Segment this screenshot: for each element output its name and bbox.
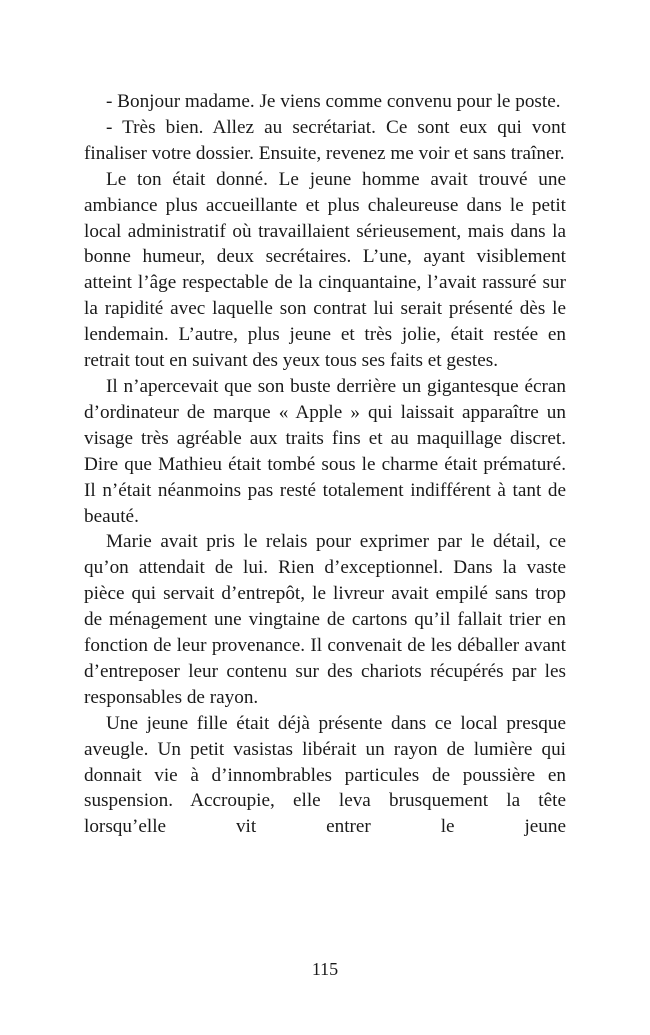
paragraph-3: Le ton était donné. Le jeune homme avait trouvé une ambiance plus accueillante et plus chaleureuse dans le petit local administratif où travaillaient sérieusement, mais dans la bonne humeur, deux secrétaires. L’une, ayant visiblement atteint l’âge respectable de la cinquantaine, l’avait rassuré sur la rapidité avec laquelle son contrat lui serait présenté dès le lendemain. L’autre, plus jeune et très jolie, était restée en retrait tout en suivant des yeux tous ses faits et gestes. — [84, 168, 566, 372]
paragraph-5: Marie avait pris le relais pour exprimer par le détail, ce qu’on attendait de lui. Rien d’exceptionnel. Dans la vaste pièce qui servait d’entrepôt, le livreur avait empilé sans trop de ménagement une vingtaine de cartons qu’il fallait trier en fonction de leur provenance. Il convenait de les déballer avant d’entreposer leur contenu sur des chariots récupérés par les responsables de rayon. — [84, 531, 566, 708]
body-text — [84, 89, 566, 840]
paragraph-1: - Bonjour madame. Je viens comme convenu pour le poste. — [106, 91, 561, 112]
paragraph-2: - Très bien. Allez au secrétariat. Ce sont eux qui vont finaliser votre dossier. Ensuite, revenez me voir et sans traîner. — [84, 116, 566, 164]
paragraph-6: Une jeune fille était déjà présente dans ce local presque aveugle. Un petit vasistas libérait un rayon de lumière qui donnait vie à d’innombrables particules de poussière en suspension. Accroupie, elle leva brusquement la tête lorsqu’elle vit entrer le jeune — [84, 712, 566, 838]
paragraph-4: Il n’apercevait que son buste derrière un gigantesque écran d’ordinateur de marque « Apple » qui laissait apparaître un visage très agréable aux traits fins et au maquillage discret. Dire que Mathieu était tombé sous le charme était prématuré. Il n’était néanmoins pas resté totalement indifférent à tant de beauté. — [84, 375, 566, 527]
page-number: 115 — [311, 959, 339, 979]
